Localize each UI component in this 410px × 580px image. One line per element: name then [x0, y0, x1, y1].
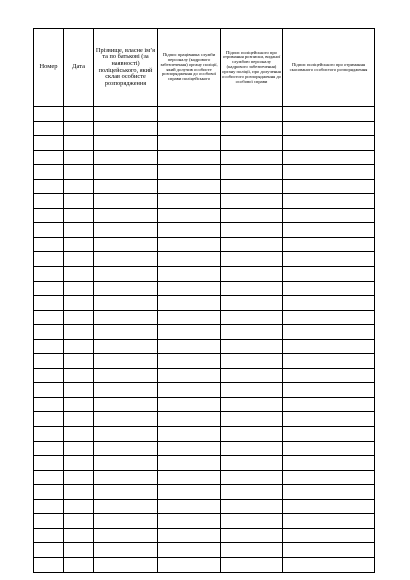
cell-officer-revocation-signature	[283, 121, 375, 136]
cell-officer-name	[94, 237, 158, 252]
cell-officer-receipt-signature	[221, 441, 283, 456]
cell-number	[34, 499, 64, 514]
cell-date	[64, 528, 94, 543]
table-row	[34, 339, 375, 354]
cell-hr-signature	[158, 281, 221, 296]
cell-hr-signature	[158, 485, 221, 500]
cell-officer-revocation-signature	[283, 499, 375, 514]
table-row	[34, 194, 375, 209]
cell-officer-revocation-signature	[283, 223, 375, 238]
cell-officer-revocation-signature	[283, 325, 375, 340]
table-row	[34, 107, 375, 122]
table-row	[34, 427, 375, 442]
cell-date	[64, 470, 94, 485]
table-row	[34, 441, 375, 456]
table-row	[34, 456, 375, 471]
cell-officer-name	[94, 136, 158, 151]
cell-number	[34, 339, 64, 354]
cell-number	[34, 528, 64, 543]
cell-number	[34, 194, 64, 209]
cell-hr-signature	[158, 470, 221, 485]
cell-officer-receipt-signature	[221, 121, 283, 136]
table-body	[34, 107, 375, 573]
cell-officer-revocation-signature	[283, 165, 375, 180]
cell-number	[34, 179, 64, 194]
cell-hr-signature	[158, 543, 221, 558]
cell-date	[64, 165, 94, 180]
cell-officer-receipt-signature	[221, 150, 283, 165]
cell-hr-signature	[158, 267, 221, 282]
cell-officer-receipt-signature	[221, 208, 283, 223]
cell-date	[64, 107, 94, 122]
cell-officer-name	[94, 252, 158, 267]
cell-hr-signature	[158, 397, 221, 412]
cell-officer-receipt-signature	[221, 499, 283, 514]
cell-officer-revocation-signature	[283, 281, 375, 296]
cell-officer-receipt-signature	[221, 310, 283, 325]
cell-officer-name	[94, 281, 158, 296]
cell-hr-signature	[158, 441, 221, 456]
cell-hr-signature	[158, 252, 221, 267]
cell-officer-receipt-signature	[221, 325, 283, 340]
cell-officer-revocation-signature	[283, 557, 375, 572]
table-row	[34, 179, 375, 194]
cell-officer-receipt-signature	[221, 470, 283, 485]
cell-officer-name	[94, 107, 158, 122]
cell-officer-name	[94, 427, 158, 442]
cell-date	[64, 296, 94, 311]
cell-date	[64, 339, 94, 354]
cell-number	[34, 121, 64, 136]
cell-officer-receipt-signature	[221, 179, 283, 194]
cell-officer-revocation-signature	[283, 179, 375, 194]
table-row	[34, 499, 375, 514]
cell-hr-signature	[158, 412, 221, 427]
table-row	[34, 165, 375, 180]
cell-date	[64, 194, 94, 209]
cell-date	[64, 281, 94, 296]
cell-number	[34, 514, 64, 529]
cell-officer-name	[94, 296, 158, 311]
cell-officer-name	[94, 354, 158, 369]
cell-officer-receipt-signature	[221, 354, 283, 369]
cell-officer-receipt-signature	[221, 194, 283, 209]
cell-officer-revocation-signature	[283, 339, 375, 354]
cell-hr-signature	[158, 456, 221, 471]
table-row	[34, 252, 375, 267]
cell-number	[34, 470, 64, 485]
cell-number	[34, 427, 64, 442]
table-row	[34, 397, 375, 412]
cell-date	[64, 514, 94, 529]
table-row	[34, 485, 375, 500]
cell-officer-receipt-signature	[221, 514, 283, 529]
cell-officer-receipt-signature	[221, 485, 283, 500]
column-header-number: Номер	[34, 29, 64, 107]
cell-officer-receipt-signature	[221, 383, 283, 398]
cell-number	[34, 543, 64, 558]
cell-number	[34, 557, 64, 572]
table-row	[34, 150, 375, 165]
cell-date	[64, 237, 94, 252]
cell-officer-revocation-signature	[283, 528, 375, 543]
table-row	[34, 368, 375, 383]
cell-hr-signature	[158, 165, 221, 180]
cell-hr-signature	[158, 208, 221, 223]
cell-officer-name	[94, 470, 158, 485]
cell-officer-revocation-signature	[283, 514, 375, 529]
cell-officer-name	[94, 223, 158, 238]
cell-date	[64, 310, 94, 325]
cell-hr-signature	[158, 107, 221, 122]
cell-date	[64, 208, 94, 223]
cell-date	[64, 427, 94, 442]
table-row	[34, 121, 375, 136]
cell-date	[64, 223, 94, 238]
table-row	[34, 412, 375, 427]
table-row	[34, 514, 375, 529]
cell-hr-signature	[158, 354, 221, 369]
cell-officer-revocation-signature	[283, 470, 375, 485]
cell-hr-signature	[158, 325, 221, 340]
cell-officer-name	[94, 456, 158, 471]
column-header-revocation-signature: Підпис поліцейського про отримання скасованого особистого розпорядження	[283, 29, 375, 107]
table-row	[34, 543, 375, 558]
cell-officer-name	[94, 543, 158, 558]
cell-officer-revocation-signature	[283, 397, 375, 412]
cell-officer-name	[94, 179, 158, 194]
cell-officer-receipt-signature	[221, 252, 283, 267]
cell-number	[34, 310, 64, 325]
cell-hr-signature	[158, 339, 221, 354]
cell-officer-revocation-signature	[283, 107, 375, 122]
cell-officer-revocation-signature	[283, 150, 375, 165]
table-row	[34, 296, 375, 311]
cell-officer-name	[94, 339, 158, 354]
cell-date	[64, 397, 94, 412]
cell-officer-receipt-signature	[221, 237, 283, 252]
cell-hr-signature	[158, 179, 221, 194]
cell-hr-signature	[158, 499, 221, 514]
cell-number	[34, 165, 64, 180]
cell-number	[34, 267, 64, 282]
cell-number	[34, 441, 64, 456]
cell-date	[64, 412, 94, 427]
cell-officer-revocation-signature	[283, 267, 375, 282]
cell-officer-revocation-signature	[283, 543, 375, 558]
cell-officer-revocation-signature	[283, 194, 375, 209]
cell-officer-receipt-signature	[221, 223, 283, 238]
cell-date	[64, 325, 94, 340]
cell-officer-receipt-signature	[221, 136, 283, 151]
cell-date	[64, 121, 94, 136]
column-header-hr-signature: Підпис працівника служби персоналу (кадрового забезпечення) органу поліції, який долучив особисте розпорядження до особової справи поліцейського	[158, 29, 221, 107]
cell-number	[34, 107, 64, 122]
cell-date	[64, 456, 94, 471]
cell-officer-revocation-signature	[283, 485, 375, 500]
cell-officer-name	[94, 165, 158, 180]
cell-officer-name	[94, 412, 158, 427]
cell-officer-revocation-signature	[283, 310, 375, 325]
cell-date	[64, 441, 94, 456]
cell-date	[64, 136, 94, 151]
table-row	[34, 470, 375, 485]
cell-number	[34, 208, 64, 223]
table-row	[34, 136, 375, 151]
cell-officer-revocation-signature	[283, 237, 375, 252]
cell-officer-receipt-signature	[221, 267, 283, 282]
table-row	[34, 383, 375, 398]
cell-officer-name	[94, 267, 158, 282]
cell-officer-revocation-signature	[283, 383, 375, 398]
cell-number	[34, 456, 64, 471]
cell-date	[64, 383, 94, 398]
cell-officer-name	[94, 325, 158, 340]
cell-date	[64, 485, 94, 500]
register-form	[33, 28, 374, 573]
table-header-row	[34, 29, 375, 107]
cell-number	[34, 281, 64, 296]
cell-officer-revocation-signature	[283, 412, 375, 427]
column-header-date: Дата	[64, 29, 94, 107]
table-row	[34, 528, 375, 543]
cell-officer-revocation-signature	[283, 252, 375, 267]
cell-officer-receipt-signature	[221, 368, 283, 383]
cell-hr-signature	[158, 121, 221, 136]
cell-date	[64, 543, 94, 558]
cell-number	[34, 150, 64, 165]
cell-officer-receipt-signature	[221, 107, 283, 122]
cell-number	[34, 368, 64, 383]
cell-officer-receipt-signature	[221, 296, 283, 311]
cell-officer-receipt-signature	[221, 339, 283, 354]
cell-date	[64, 267, 94, 282]
cell-officer-name	[94, 208, 158, 223]
cell-officer-receipt-signature	[221, 165, 283, 180]
cell-hr-signature	[158, 427, 221, 442]
personal-orders-register-table	[33, 28, 375, 573]
cell-hr-signature	[158, 557, 221, 572]
column-header-receipt-signature: Підпис поліцейського про отримання розписки, виданої службою персоналу (кадрового забезпечення) органу поліції, про долучення особистого розпорядження до особової справи	[221, 29, 283, 107]
cell-number	[34, 412, 64, 427]
table-row	[34, 267, 375, 282]
cell-number	[34, 485, 64, 500]
cell-date	[64, 354, 94, 369]
cell-officer-receipt-signature	[221, 543, 283, 558]
cell-number	[34, 397, 64, 412]
table-row	[34, 237, 375, 252]
cell-number	[34, 354, 64, 369]
cell-date	[64, 499, 94, 514]
table-row	[34, 281, 375, 296]
cell-date	[64, 150, 94, 165]
cell-hr-signature	[158, 223, 221, 238]
cell-date	[64, 252, 94, 267]
cell-number	[34, 237, 64, 252]
table-row	[34, 557, 375, 572]
cell-officer-receipt-signature	[221, 528, 283, 543]
cell-hr-signature	[158, 136, 221, 151]
table-row	[34, 310, 375, 325]
cell-officer-name	[94, 121, 158, 136]
column-header-officer-name: Прізвище, власне ім’я та по батькові (за наявності) поліцейського, який склав особисте розпорядження	[94, 29, 158, 107]
cell-officer-name	[94, 150, 158, 165]
cell-number	[34, 325, 64, 340]
cell-number	[34, 223, 64, 238]
cell-hr-signature	[158, 310, 221, 325]
table-row	[34, 208, 375, 223]
cell-officer-receipt-signature	[221, 412, 283, 427]
cell-officer-name	[94, 397, 158, 412]
cell-hr-signature	[158, 296, 221, 311]
cell-number	[34, 136, 64, 151]
cell-officer-name	[94, 514, 158, 529]
cell-officer-name	[94, 310, 158, 325]
cell-hr-signature	[158, 528, 221, 543]
cell-officer-receipt-signature	[221, 456, 283, 471]
cell-officer-receipt-signature	[221, 427, 283, 442]
cell-officer-revocation-signature	[283, 354, 375, 369]
cell-number	[34, 383, 64, 398]
cell-officer-name	[94, 368, 158, 383]
cell-number	[34, 296, 64, 311]
cell-officer-receipt-signature	[221, 281, 283, 296]
cell-officer-name	[94, 499, 158, 514]
cell-hr-signature	[158, 237, 221, 252]
cell-hr-signature	[158, 194, 221, 209]
cell-officer-name	[94, 194, 158, 209]
cell-officer-revocation-signature	[283, 208, 375, 223]
cell-hr-signature	[158, 514, 221, 529]
cell-date	[64, 179, 94, 194]
cell-officer-name	[94, 528, 158, 543]
table-row	[34, 223, 375, 238]
cell-hr-signature	[158, 383, 221, 398]
cell-hr-signature	[158, 368, 221, 383]
cell-officer-revocation-signature	[283, 368, 375, 383]
cell-officer-revocation-signature	[283, 296, 375, 311]
cell-number	[34, 252, 64, 267]
cell-officer-revocation-signature	[283, 441, 375, 456]
cell-date	[64, 557, 94, 572]
cell-officer-name	[94, 383, 158, 398]
cell-officer-name	[94, 485, 158, 500]
cell-hr-signature	[158, 150, 221, 165]
cell-officer-revocation-signature	[283, 427, 375, 442]
cell-officer-receipt-signature	[221, 557, 283, 572]
cell-officer-name	[94, 557, 158, 572]
table-row	[34, 354, 375, 369]
table-row	[34, 325, 375, 340]
cell-officer-revocation-signature	[283, 136, 375, 151]
cell-date	[64, 368, 94, 383]
cell-officer-name	[94, 441, 158, 456]
cell-officer-receipt-signature	[221, 397, 283, 412]
cell-officer-revocation-signature	[283, 456, 375, 471]
